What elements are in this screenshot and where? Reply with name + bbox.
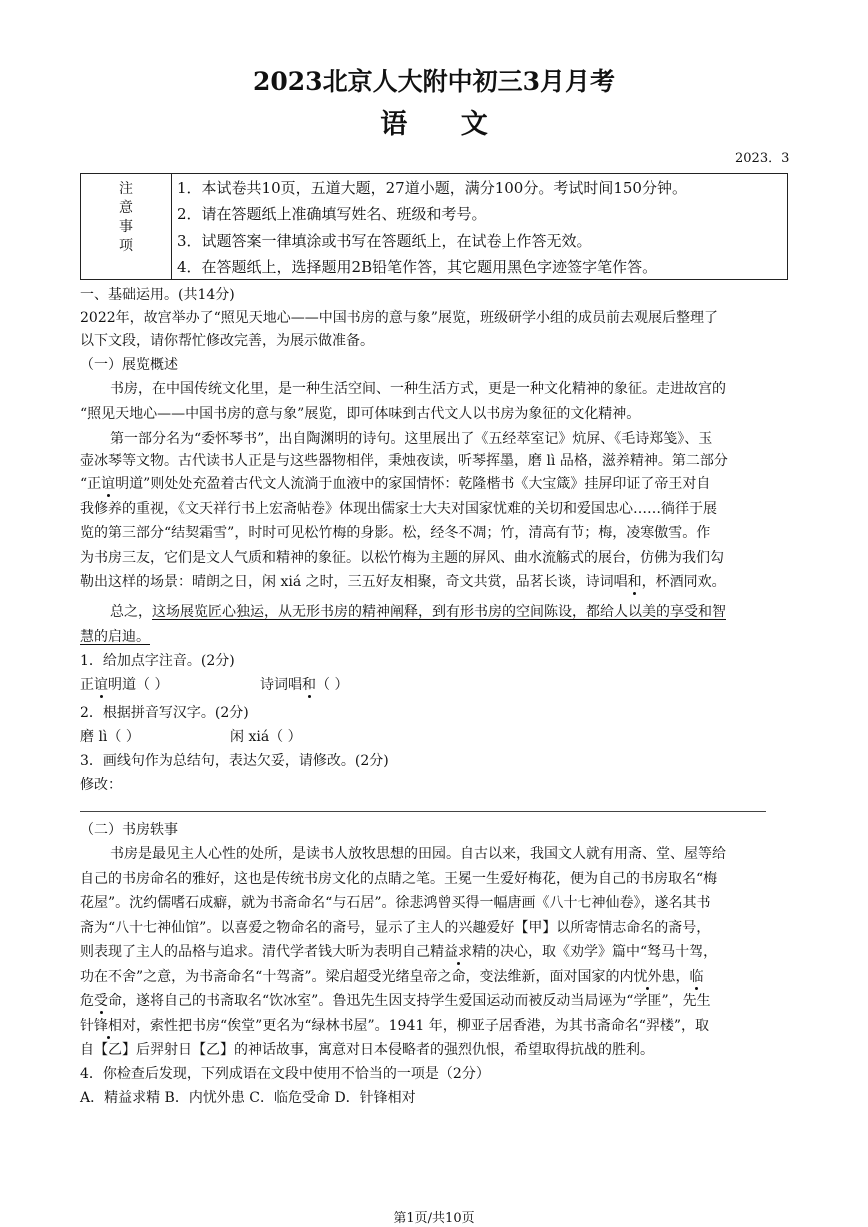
notice-item-2: 2．请在答题纸上准确填写姓名、班级和考号。 — [177, 205, 487, 223]
intro-line: 2022年，故宫举办了“照见天地心——中国书房的意与象”展览，班级研学小组的成员前去观展后整理了 — [80, 310, 718, 326]
notice-item-3: 3．试题答案一律填涂或书写在答题纸上，在试卷上作答无效。 — [177, 232, 592, 250]
answer-label: 修改： — [80, 777, 122, 793]
paragraph-line: 总之，这场展览匠心独运，从无形书房的精神阐释，到有形书房的空间陈设，都给人以美的享受和智 — [110, 604, 726, 620]
question-4-options: A．精益求精 B．内忧外患 C．临危受命 D．针锋相对 — [80, 1090, 416, 1106]
exam-title: 2023北京人大附中初三3月月考 — [253, 67, 615, 96]
paragraph-line: 壶冰琴等文物。古代读书人正是与这些器物相伴，秉烛夜读，听琴挥墨，磨 lì 品格，滋养精神。第二部分 — [80, 453, 728, 469]
dotted-idiom: 危受命 — [80, 993, 122, 1009]
question-1-item-b: 诗词唱和（ ） — [260, 677, 349, 693]
notice-label: 注 意 事 项 — [119, 181, 133, 254]
paragraph-line: “照见天地心——中国书房的意与象”展览，即可体味到古代文人以书房为象征的文化精神。 — [80, 406, 641, 422]
dotted-idiom: 针锋相对 — [80, 1018, 136, 1034]
paragraph-line: 自【乙】后羿射日【乙】的神话故事，寓意对日本侵略者的强烈仇恨，希望取得抗战的胜利。 — [80, 1042, 654, 1058]
part1-heading: （一）展览概述 — [80, 357, 178, 373]
page-number: 第1页/共10页 — [393, 1211, 475, 1226]
paragraph-line: 则表现了主人的品格与追求。清代学者钱大昕为表明自己精益求精的决心，取《劝学》篇中“驽马十驾， — [80, 944, 718, 960]
part2-heading: （二）书房轶事 — [80, 822, 178, 838]
paragraph-line: 第一部分名为“委怀琴书”，出自陶渊明的诗句。这里展出了《五经萃室记》炕屏、《毛诗郑笺》、玉 — [110, 431, 713, 447]
underlined-sentence: 这场展览匠心独运，从无形书房的精神阐释，到有形书房的空间陈设，都给人以美的享受和智 — [152, 604, 726, 620]
paragraph-line: “正谊明道”则处处充盈着古代文人流淌于血液中的家国情怀：乾隆楷书《大宝箴》挂屏印证了帝王对自 — [80, 476, 711, 492]
dotted-char: 和 — [627, 574, 642, 590]
pinyin-li: lì — [546, 453, 556, 469]
underlined-sentence: 慧的启迪。 — [80, 629, 150, 645]
question-2-item-a: 磨 lì（ ） — [80, 729, 140, 745]
paragraph-line: 花屋”。沈约儒嗜石成癖，就为书斋命名“与石居”。徐悲鸿曾买得一幅唐画《八十七神仙卷》，遂名其书 — [80, 895, 711, 911]
subject-title: 语 文 — [380, 109, 510, 140]
dotted-idiom: 精益求精 — [430, 944, 486, 960]
paragraph-line: 针锋相对，索性把书房“俟堂”更名为“绿林书屋”。1941 年，柳亚子居香港，为其书斋命名“羿楼”，取 — [80, 1018, 710, 1034]
paragraph-line: 自己的书房命名的雅好，这也是传统书房文化的点睛之笔。王冕一生爱好梅花，便为自己的书房取名“梅 — [80, 871, 718, 887]
question-4: 4．你检查后发现，下列成语在文段中使用不恰当的一项是（2分） — [80, 1066, 490, 1082]
paragraph-line: 为书房三友，它们是文人气质和精神的象征。以松竹梅为主题的屏风、曲水流觞式的展台，仿佛为我们勾 — [80, 550, 724, 566]
paragraph-line: 危受命，遂将自己的书斋取名“饮冰室”。鲁迅先生因支持学生爱国运动而被反动当局诬为“学匪”，先生 — [80, 993, 711, 1009]
answer-line — [80, 811, 766, 812]
question-2-item-b: 闲 xiá（ ） — [230, 729, 302, 745]
paragraph-line: 我修养的重视，《文天祥行书上宏斋帖卷》体现出儒家士大夫对国家忧难的关切和爱国忠心……徜徉于展 — [80, 501, 717, 517]
paragraph-line — [80, 628, 150, 646]
paragraph-line: 斋为“八十七神仙馆”。以喜爱之物命名的斋号，显示了主人的兴趣爱好【甲】以所寄情志命名的斋号， — [80, 920, 711, 936]
notice-item-4: 4．在答题纸上，选择题用2B铅笔作答，其它题用黑色字迹签字笔作答。 — [177, 258, 658, 276]
dotted-idiom: 临 — [689, 969, 704, 985]
intro-line: 以下文段，请你帮忙修改完善，为展示做准备。 — [80, 333, 374, 349]
paragraph-line: 勒出这样的场景：晴朗之日，闲 xiá 之时，三五好友相聚，奇文共赏，品茗长谈，诗词唱和，杯酒同欢。 — [80, 574, 726, 590]
question-3: 3．画线句作为总结句，表达欠妥，请修改。(2分) — [80, 753, 389, 769]
dotted-char: 谊 — [101, 476, 116, 492]
exam-date: 2023．3 — [735, 151, 790, 166]
question-1-item-a: 正谊明道（ ） — [80, 677, 169, 693]
notice-item-1: 1．本试卷共10页，五道大题，27道小题，满分100分。考试时间150分钟。 — [177, 179, 687, 197]
paragraph-line: 书房，在中国传统文化里，是一种生活空间、一种生活方式，更是一种文化精神的象征。走进故宫的 — [110, 381, 726, 397]
question-2: 2．根据拼音写汉字。(2分) — [80, 705, 249, 721]
paragraph-line: 书房是最见主人心性的处所，是读书人放牧思想的田园。自古以来，我国文人就有用斋、堂、屋等给 — [110, 846, 726, 862]
section-heading: 一、基础运用。(共14分) — [80, 287, 235, 303]
question-1: 1．给加点字注音。(2分) — [80, 653, 235, 669]
paragraph-line: 览的第三部分“结契霜雪”，时时可见松竹梅的身影。松，经冬不凋；竹，清高有节；梅，凌寒傲雪。作 — [80, 525, 711, 541]
dotted-idiom: 内忧外患 — [619, 969, 676, 985]
notice-box — [80, 173, 788, 280]
pinyin-xia: xiá — [280, 574, 302, 590]
paragraph-line: 功在不舍”之意，为书斋命名“十驾斋”。梁启超受光绪皇帝之命，变法维新，面对国家的内忧外患，临 — [80, 969, 704, 985]
